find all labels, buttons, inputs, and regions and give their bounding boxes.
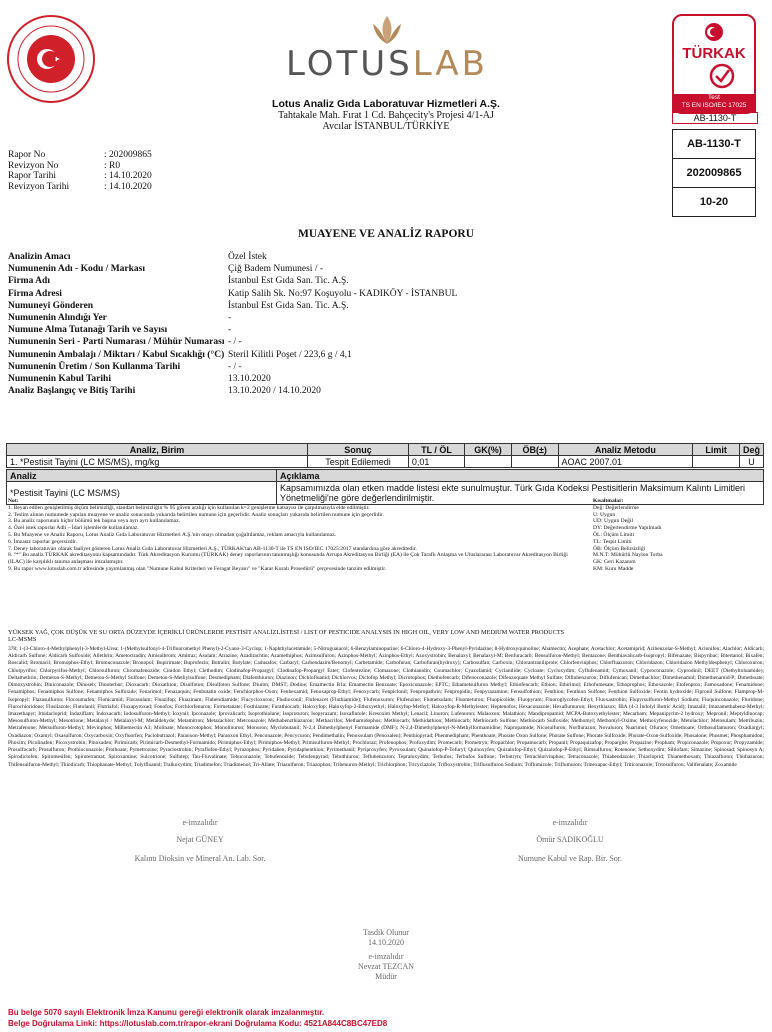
note-item: 9. Bu rapor www.lotuslab.com.tr adresinde yayımlanmış olan "Numune Kabul Kriterleri ve Feragat Beyanı" ve "Karar Kuralı Prosedürü" çerçevesinde tanzim edilmiştir. <box>8 565 387 572</box>
abbr-item: UD: Uygun Değil <box>593 518 634 525</box>
pesticide-list: 378; 1-(3-Chloro-4-Methylphenyl)-3-Methyl-Urea; 1-(Methylsulfonyl-4-Trifluoromethyl Phenyl)-2-Cyano-3-Cyclop; 1-Naphthylacetamide; 5-Nitroguaiacol; 6-Benzylaminopurine; 6-Chloro-4-Hydroxy-3-Phenyl-Pyridazine; 8-Hydroxyquinoline; Abamectin; Acephate; Acetachlor; Acetamiprid; Acibenzolar-S-Methyl; Aclonifen; Alachlor; Aldicarb; Aldicarb Sulfone; Aldicarb Sulfoxide; Allethrin; Ametoctradin; Amisulbrom; Amitraz; Asulam; Atrazine; Azadirachtin; Azamethiphos; Azimsulfuron; Azinphos-Methyl; Azinphos-Ethyl; Azoxystrobin; Benalaxyl; Benalaxyl-M; Benfuracarb; Bensulfuron-Methyl; Bentazone; Benthiavalicarb-Isopropyl; Bifenazate; Bispyribac; Bitertanol; Bixafen; Boscalid; Bromacil; Bromophos-Ethyl; Bromuconazole; Bronopol; Bupirimate; Buprofezin; Butralin; Butylate; Cadusafos; Carbaryl; Carbendazim/Benomyl; Carbetamide; Carbofuran; Carbofuran(hydroxy); Carbosulfan; Carboxin; Chlorantraniliprole; Chlorfenvinphos; Chlorfluazuron; Chloridazon; Chloridazon Methyldesphenyl; Chloroxuron; Chlorpyrifos; Chlorpyrifos-Methyl; Chlorsulfuron; Chromafenozide; Cinidon Ethyl; Clethodim; Clodinafop-Propargyl; Clodinafop-Propargyl Ester; Clofentezine; Clomazone; Clothianidin; Coumachlor; Cyazofamid; Cyclanilide; Cycloate; Cycloxydim; Cyflufenamid; Cymoxanil; Cyproconazole; Cyprodinil; DEET (Diethyltoluamide); Deltamethrin; Demeton-S-Methyl; Demeton-S-Methyl Sulfone; Demeton-S-Methylsulfone; Desmedipham; Diafenthiuron; Diazinon; Dichlofluanid; Dichlorvos; Diclofop Methyl; Dicrotophos; Diethofencarb; Difenoconazole; Difenzoquate Methyl Sulfate; Diflubenzuron; Diflufenican; Dimethachlor; Dimethenamid; Dimethenamid-P; Dimethoate; Dimoxystrobin; Diniconazole; Dinoseb; Dinoterbur; Dioxacarb; Dioxathion; Disulfoton; Disulfoton Sulfone; Diuron; DMST; Dodine; Emamectin B1a; Emamectin Benzoate; Epoxiconazole; EPTC; Ethametsulfuron Methyl; Ethiofencarb; Ethion; Ethirimol; Ethofumesate; Ethoprophos; Ethoxazole; Etofenprox; Famoxadone; Fenamidone; Fenamiphos; Fenamiphos Sulfone; Fenamiphos Sulfoxide; Fenarimol; Fenazaquin; Fenbutatin oxide; Fenchlorphos-Oxon; Fenhexamid; Fenoxaprop-Ethyl; Fenoxycarb; Fenpiclonil; Fenpropathrin; Fenpropidin; Fenpyrazamine; Fensulfothion; Fenthion; Fenthion Sulfone; Fenthion Sulfoxide; Fentin hydroxide; Fipronil Sulfone; Flamprop-M-Isopropyl; Flazasulfuron; Flocoumafen; Flonicamid; Florasulam; Fluazifop; Fluazinam; Flubendiamide; Flucycloxuron; Fludioxonil; Flufenacet (Fluthiamide); Flufenoxuron; Flufenzine; Flumetsulam; Fluometuron; Fluopicolide; Fluopyram; Fluoroglycofen-Ethyl; Fluoxastrobin; Flupyrsulfuron-Methyl Sodium; Fluquinconazole; Fluridone; Flurochloridone; Flusilazole; Flutolanil; Flutriafol; Fluxapyroxad; Fonofos; Forchlorfenuron; Formetanate; Fosthiazate; Furathiocarb; Haloxyfop; Haloxyfop-2-Ethoxyethyl; Haloxyfop-Methyl; Haloxyfop-R-Methylester; Heptenofos; Hexaconazole; Hexaflumuron; Hexythiazox; IBA (4-3 İndolyl Butric Acid); Imazalil; Imazamethabenz-Methyl; Imazethapyr; Imidacloprid; Indaziflam; Indoxacarb; Iodosulfuron-Methyl; Ioxynil; Ipconazole; Iprovalicarb; Isoprothiolane; Isoproturon; Isopyrazam; Isoxaflutole; Kresoxim Methyl; Lenacil; Linuron; Lufenuron; Malaoxon; Malathion; Mandipropamid; MCPA-Butoxyethylester; Mecarbam; Mepanipyrim-2 hydroxy; Mepronil; Meptyldinocap; Mesosulfuron-Methyl; Mesotrione; Metalaxyl / Metalaxyl-M; Metaldehyde; Metamitron; Metazachlor; Metconazole; Methabenzthiazuron; Methacrifos; Methamidophos; Methiocarb; Methidathion; Methiocarb; Methiocarb Sulfone; Methiocarb Sulfoxide; Methomyl; Methomyl-Oxime; Methoxyfenozide; Metolachlor; Metosulam; Metribuzin; Metrafenone; Metsulfuron-Methyl; Mevinphos; Milbemectin A3; Molinate; Monocrotophos; Monolinuron; Monuron; Myclobutanil; N-2,4 Dimethylphenyl Formamide (DMF); N-2,4-Dimethylphenyl-N-Methylformamidine; Napropamide; Nicosulfuron; Norflurazon; Novaluron; Nuarimol; Ofurace; Omethoate; Orthosulfamuron; Oxadiargyl; Oxadiazon; Oxamyl; Oxasulfuron; Oxycarboxin; Oxyfluorfen; Paclobutrazol; Paraoxon-Methyl; Paraoxon Ethyl; Penconazole; Pencycuron; Pendimethalin; Penoxsulam (Penoxalen); Penthiopyrad; Phenmedipham; Phenthoate; Phorate Oxon Sulfone; Phorate Sulfone; Phorate Sulfoxide; Phorate-Oxon-Sulfoxide; Phosalone; Phosmet; Phosphamidon; Phoxim; Picolinafen; Picoxystrobin; Pinoxaden; Pirimicarb; Pirimicarb-Desmethyl-Formamido; Pirimiphos-Ethyl; Pirimiphos-Methyl; Primisulfuron-Methyl; Prochloraz; Profenophos; Profoxydim; Promecarb; Prometryn; Propachlor; Propamocarb; Propanil; Propaquizafop; Propargite; Propazine; Propham; Propiconazole; Propoxur; Propyzamide; Prosulfocarb; Prosulfuron; Prothioconazole; Prothoate; Pymetrozine; Pyraclostrobin; Pyraflufen-Ethyl; Pyrazophos; Pyridaben; Pyridaphenthion; Pyrimethanil; Pyriproxyfen; Pyroxsulam; Quinalofop-P-Tefuryl; Quinoxyfen; Quizalofop-Ethyl; Quizalofop-P-Ethyl; Rimsulfuron; Rotenone; Sethoxydim; Siltiofam; Simazine; Spinosad; Spinosyn A; Spirodiclofen; Spiromesifen; Spirotetramat; Spiroxamine; Sulcotrione; Sulfotep; Tau-Fluvalinate; Tebuconazole; Tebufenozide; Tebufenpyrad; Tebuthiuron; Teflubenzuron; Tepraloxydim; Terbufos; Terbufos Sulfone; Terbutryn; Tetrachlorvinphos; Tetraconazole; Thiabendazole; Thiacloprid; Thiamethoxam; Thiazafluron; Thidiazuron; Thifensulfuron-Methyl; Thiodicarb; Thiophanate-Methyl; Tolylfluanid; Tralkoxydim; Triadimefon; Triadimenol; Tri-Allate; Triasulfuron; Triazophos; Tribenuron-Methyl; Trichlorphon; Tricyclazole; Trifloxystrobin; Triflusulfuron Sodium; Triflumizole; Triflumuron; Trinexapac-Ethyl; Triticonazole; Tritosulfuron; Valifenalate; Zoxamide <box>8 646 764 768</box>
signer-name: Ömür SADIKOĞLU <box>536 835 604 844</box>
info-row <box>8 312 457 324</box>
report-number-box: 202009865 <box>673 159 755 188</box>
info-row <box>8 349 457 361</box>
col-header: Analiz Metodu <box>558 444 693 456</box>
abbr-item: U: Uygun <box>593 511 616 518</box>
abbr-item: DY: Değerlendirme Yapılmadı <box>593 525 662 532</box>
abbr-title: Kısaltmalar: <box>593 498 624 504</box>
table-row <box>7 456 764 468</box>
info-row <box>8 263 457 275</box>
abbr-item: M.N.T: Mühürlü Naylon Torba <box>593 552 663 559</box>
info-key: Firma Adresi <box>8 288 62 299</box>
info-key: Numuneyi Gönderen <box>8 300 94 311</box>
signer-name: Nejat GÜNEY <box>176 835 224 844</box>
info-row <box>8 373 457 385</box>
info-value: Özel İstek <box>228 252 267 262</box>
abbreviations <box>593 498 763 573</box>
lotuslab-logo <box>272 14 502 94</box>
signer-role: Kalıntı Dioksin ve Mineral An. Lab. Sor. <box>134 854 266 863</box>
col-header: Değ <box>739 444 763 456</box>
meta-key: Revizyon No <box>8 160 59 171</box>
info-key: Numunenin Seri - Parti Numarası / Mühür Numarası <box>8 337 225 348</box>
footer-verify-link[interactable]: Belge Doğrulama Linki: https://lotuslab.com.tr/rapor-ekrani Doğrulama Kodu: 4521A844C8BC47ED8 <box>8 1019 388 1028</box>
cell: Tespit Edilemedi <box>308 456 409 468</box>
signature-right <box>480 818 660 863</box>
e-signature-note: e-imzalıdır <box>368 952 404 961</box>
turkak-name: TÜRKAK <box>682 45 746 62</box>
meta-value: : R0 <box>104 160 121 171</box>
approval-date: 14.10.2020 <box>368 938 404 947</box>
info-value: İstanbul Est Gıda San. Tic. A.Ş. <box>228 300 349 311</box>
info-value: - / - <box>228 361 242 372</box>
info-row <box>8 385 457 397</box>
signer-name: Nevzat TEZCAN <box>357 962 415 971</box>
cell: Kapsamımızda olan etken madde listesi ekte sunulmuştur. Türk Gıda Kodeksi Pestisitlerin Maksimum Kalıntı Limitleri Yönetmeliği'ne göre değerlendirilmiştir. <box>277 482 764 505</box>
info-value: - / - <box>228 337 242 348</box>
sample-info <box>8 251 457 397</box>
info-row <box>8 251 457 263</box>
reference-box <box>672 129 756 217</box>
col-header: GK(%) <box>465 444 512 456</box>
info-row <box>8 336 457 348</box>
cell <box>465 456 512 468</box>
info-key: Numunenin Adı - Kodu / Markası <box>8 264 145 275</box>
info-row <box>8 275 457 287</box>
info-key: Numunenin Ambalajı / Miktarı / Kabul Sıcaklığı (°C) <box>8 349 225 360</box>
notes-title: Not: <box>8 498 19 504</box>
info-value: Katip Salih Sk. No:97 Koşuyolu - KADIKÖY - İSTANBUL <box>228 288 458 299</box>
info-row <box>8 288 457 300</box>
col-header: Açıklama <box>277 470 764 482</box>
cell: U <box>739 456 763 468</box>
footer-e-sign-note: Bu belge 5070 sayılı Elektronik İmza Kanunu gereği elektronik olarak imzalanmıştır. <box>8 1008 325 1017</box>
pesticide-heading-text: YÜKSEK YAĞ, ÇOK DÜŞÜK VE SU ORTA DÜZEYDE İÇERİKLİ ÜRÜNLERDE PESTİSİT ANALİZLİSTESİ / LIST OF PESTICIDE ANALYSIS IN HIGH OIL, VERY LOW AND MEDIUM WATER PRODUCTS <box>8 629 565 636</box>
note-item: 6. İmzasız raporlar geçersizdir. <box>8 538 78 545</box>
meta-value: : 14.10.2020 <box>104 181 152 192</box>
turkak-code: AB-1130-T <box>672 112 758 124</box>
info-value: 13.10.2020 <box>228 374 271 385</box>
address-line: Avcılar İSTANBUL/TÜRKİYE <box>322 121 450 132</box>
logo-text-lab: LAB <box>412 44 489 84</box>
col-header: Analiz <box>7 470 277 482</box>
meta-key: Rapor No <box>8 150 46 160</box>
lotus-flower-icon <box>367 14 407 46</box>
info-key: Numunenin Üretim / Son Kullanma Tarihi <box>8 361 181 372</box>
approval-label: Tasdik Olunur <box>363 928 409 937</box>
address-line: Tahtakale Mah. Fırat 1 Cd. Bahçecity's Projesi 4/1-AJ <box>278 110 494 121</box>
notes <box>8 498 568 573</box>
col-header: Limit <box>693 444 740 456</box>
meta-value: : 14.10.2020 <box>104 171 152 181</box>
abbr-item: ÖL: Ölçüm Limiti <box>593 531 635 538</box>
info-value: 13.10.2020 / 14.10.2020 <box>228 386 321 397</box>
info-value: İstanbul Est Gıda San. Tic. A.Ş. <box>228 276 349 287</box>
note-item: 1. Beyan edilen genişletilmiş ölçüm belirsizliği, standart belirsizliğin % 95 güven aralığı için kullanılan k=2 genişletme katsayısı ile çarpılmasıyla elde edilmiştir. <box>8 504 370 511</box>
report-title: MUAYENE VE ANALİZ RAPORU <box>297 228 475 240</box>
info-key: Analizin Amacı <box>8 252 71 262</box>
info-key: Firma Adı <box>8 276 50 287</box>
cell: AOAC 2007.01 <box>558 456 693 468</box>
note-item: 4. Özel istek raporlar Adli – İdari işlemlerde kullanılamaz. <box>8 525 139 532</box>
signer-role: Numune Kabul ve Rap. Bir. Sor. <box>518 854 622 863</box>
info-row <box>8 361 457 373</box>
meta-key: Revizyon Tarihi <box>8 181 70 192</box>
turkak-standard-text: TS EN ISO/IEC 17025 <box>681 102 747 109</box>
col-header: TL / ÖL <box>408 444 464 456</box>
e-signature-note: e-imzalıdır <box>182 818 218 827</box>
cell <box>693 456 740 468</box>
cell: *Pestisit Tayini (LC MS/MS) <box>7 482 277 505</box>
meta-key: Rapor Tarihi <box>8 171 56 181</box>
report-meta <box>8 150 152 192</box>
cell <box>511 456 558 468</box>
col-header: ÖB(±) <box>511 444 558 456</box>
info-value: - <box>228 325 232 336</box>
abbr-item: KM: Kuru Madde <box>593 565 634 572</box>
cell: 1. *Pestisit Tayini (LC MS/MS), mg/kg <box>7 456 308 468</box>
ministry-seal <box>6 14 96 104</box>
turkak-standard <box>672 94 756 112</box>
abbr-item: ÖB: Ölçüm Belirsizliği <box>593 545 646 552</box>
cell: 0,01 <box>408 456 464 468</box>
info-key: Analiz Başlangıç ve Bitiş Tarihi <box>8 386 136 397</box>
col-header: Analiz, Birim <box>7 444 308 456</box>
note-item: 2. Teslim alınan numunede yapılan muayene ve analiz sonucunda yukarıda belirtilen numune için geçerlidir. Analiz sonuçları yukarıda belirtilen numune için geçerlidir. <box>8 511 384 518</box>
note-item: 8. "*" Bu analiz TÜRKAK akreditasyonu kapsamındadır. Türk Akreditasyon Kurumu (TÜRKAK) deney raporlarının tanınmışlığı konusunda Avrupa Akreditasyon Birliği (EA) ile Çok Taraflı Anlaşma ve Uluslararası Laboratuvar Akreditasyon Birliği (ILAC) ile karşılıklı tanıma anlaşması imzalamıştır. <box>8 552 568 566</box>
turkak-test-label: Test <box>708 94 720 101</box>
info-value: - <box>228 313 232 324</box>
info-key: Numunenin Kabul Tarihi <box>8 374 111 385</box>
lab-name: Lotus Analiz Gıda Laboratuvar Hizmetleri A.Ş. <box>272 98 500 110</box>
signer-role: Müdür <box>375 972 397 981</box>
col-header: Sonuç <box>308 444 409 456</box>
abbr-item: TL: Tespit Limiti <box>593 538 632 545</box>
logo-text-lotus: LOTUS <box>285 44 413 84</box>
info-key: Numune Alma Tutanağı Tarih ve Sayısı <box>8 325 168 336</box>
accreditation-number: AB-1130-T <box>673 130 755 159</box>
pesticide-heading <box>8 629 768 643</box>
abbr-item: GK: Geri Kazanım <box>593 559 636 566</box>
pesticide-method: LC-MSMS <box>8 636 37 644</box>
e-signature-note: e-imzalıdır <box>552 818 588 827</box>
info-row <box>8 324 457 336</box>
signature-center <box>296 928 476 982</box>
note-item: 3. Bu analiz raporunun hiçbir bölümü tek başına veya ayrı ayrı kullanılamaz. <box>8 518 180 525</box>
info-value: Steril Kilitli Poşet / 223,6 g / 4,1 <box>228 349 352 360</box>
results-table <box>6 443 764 468</box>
note-item: 7. Deney laboratuvarı olarak faaliyet gösteren Lotus Analiz Gıda Laboratuvar Hizmetleri A.Ş., TÜRKAK'tan AB-1130-T ile TS EN ISO/IEC 17025:2017 standardına göre akreditedir. <box>8 545 417 552</box>
signature-left <box>110 818 290 863</box>
info-row <box>8 300 457 312</box>
meta-value: : 202009865 <box>104 150 152 160</box>
abbr-item: Değ: Değerlendirme <box>593 504 639 511</box>
info-key: Numunenin Alındığı Yer <box>8 313 107 324</box>
info-value: Çiğ Badem Numunesi / - <box>228 264 323 275</box>
lab-address <box>200 110 572 132</box>
note-item: 5. Bu Muayene ve Analiz Raporu, Lotus Analiz Gıda Laboratuvar Hizmetleri A.Ş.'nin onayı olmadan çoğaltılamaz, reklam amacıyla kullanılamaz. <box>8 531 336 538</box>
page-number: 10-20 <box>699 196 729 208</box>
